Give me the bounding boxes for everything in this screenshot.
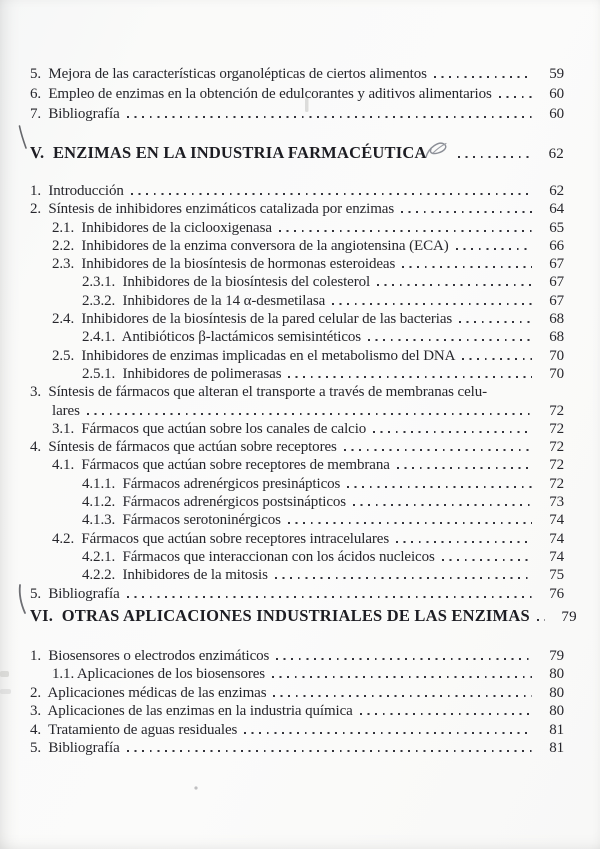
toc-entry [30,511,564,529]
page-number: 72 [549,402,564,419]
toc-entry-text: 4. Síntesis de fármacos que actúan sobre receptores [30,439,337,456]
dot-leader [275,577,532,579]
dot-leader [127,750,532,752]
toc-entry [30,237,564,255]
dot-leader [459,321,532,323]
toc-entry-text: 4. Tratamiento de aguas residuales [30,721,238,738]
toc-entry-text: 4.2.1. Fármacos que interaccionan con los ácidos nucleicos [82,548,435,565]
toc-entry [30,721,564,740]
dot-leader [127,116,532,118]
page-number: 79 [549,647,564,664]
dot-leader [276,658,532,660]
dot-leader [131,193,532,195]
dot-leader [273,695,532,697]
toc-entry [30,665,564,684]
dot-leader [456,248,532,250]
toc-entry-text: 2.3. Inhibidores de la biosíntesis de hormonas esteroideas [52,256,396,273]
toc-entry-text: lares [52,402,80,419]
page-number: 81 [549,740,564,757]
page-number: 68 [549,311,564,328]
toc-entry [30,84,564,104]
page-number: 74 [549,530,564,547]
dot-leader [279,230,532,232]
dot-leader [347,486,532,488]
toc-entry [30,255,564,273]
toc-entry-text: 1. Introducción [30,183,124,199]
dot-leader [288,522,532,524]
section-heading [30,605,577,627]
toc-entry-text: 1.1. Aplicaciones de los biosensores [52,666,266,683]
page-number: 65 [549,219,564,236]
toc-entry [30,200,564,218]
toc-entry-text: 2.4.1. Antibióticos β-lactámicos semisintéticos [82,329,362,346]
toc-entry-text: 5. Bibliografía [30,740,120,757]
toc-entry-text: 4.2. Fármacos que actúan sobre receptores intracelulares [52,530,390,547]
toc-entry [30,420,564,438]
toc-entry [30,402,564,420]
page-number: 67 [549,274,564,291]
toc-entry-text: 2.5.1. Inhibidores de polimerasas [82,365,282,382]
dot-leader [368,339,532,341]
toc-entry [30,566,564,584]
dot-leader [288,376,532,378]
dot-leader [402,266,532,268]
toc-entry-text: 4.1.2. Fármacos adrenérgicos postsinápticos [82,494,347,511]
toc-entry-text: 5. Bibliografía [30,585,120,602]
toc-entry-text: 2.2. Inhibidores de la enzima conversora de la angiotensina (ECA) [52,237,449,254]
page-number: 80 [549,703,564,720]
dot-leader [87,413,532,415]
toc-entry [30,548,564,566]
pen-scribble-icon [423,139,451,161]
toc-entry [30,493,564,511]
dot-leader [537,619,545,621]
toc-entry [30,456,564,474]
toc-entry [30,292,564,310]
dot-leader [499,96,532,98]
dot-leader [397,467,532,469]
toc-entry-text: 2.5. Inhibidores de enzimas implicadas en el metabolismo del DNA [52,347,456,364]
dot-leader [396,541,532,543]
page-number: 75 [549,567,564,584]
dot-leader [434,76,532,78]
dot-leader [272,676,532,678]
toc-entry [30,438,564,456]
toc-entry-text: 2. Aplicaciones médicas de las enzimas [30,684,267,701]
toc-section [30,136,564,603]
toc-entry [30,310,564,328]
page-number: 80 [549,666,564,683]
toc-entry [30,702,564,721]
toc-entry [30,64,564,84]
dot-leader [458,156,532,158]
page-number: 72 [549,439,564,456]
page-number: 79 [561,608,577,625]
page-number: 72 [549,420,564,437]
section-heading-text: VI. OTRAS APLICACIONES INDUSTRIALES DE LAS ENZIMAS [30,605,530,625]
page-number: 67 [549,256,564,273]
toc-entry-text: 5. Mejora de las características organolépticas de ciertos alimentos [30,66,427,82]
toc-entry-text: 2. Síntesis de inhibidores enzimáticos catalizada por enzimas [30,201,395,218]
page-number: 62 [548,146,564,162]
page-number: 60 [549,106,564,122]
toc-entry-text: 4.1. Fármacos que actúan sobre receptores de membrana [52,457,390,474]
page-number: 70 [549,347,564,364]
page-number: 67 [549,292,564,309]
page-number: 80 [549,684,564,701]
toc-entry-text: 2.3.2. Inhibidores de la 14 α-desmetilasa [82,292,326,309]
toc-entry-text: 2.3.1. Inhibidores de la biosíntesis del colesterol [82,274,371,291]
dot-leader [401,211,532,213]
toc-entry-text: 2.4. Inhibidores de la biosíntesis de la pared celular de las bacterias [52,311,453,328]
scan-speck [194,786,197,789]
toc-entry [30,365,564,383]
dot-leader [373,431,532,433]
toc-entry [30,347,564,365]
page-number: 62 [549,183,564,199]
dot-leader [462,358,532,360]
toc-entry [30,585,564,603]
toc-entry [30,684,564,703]
toc-entry [30,219,564,237]
toc-entry-text: 1. Biosensores o electrodos enzimáticos [30,647,270,664]
dot-leader [244,732,532,734]
toc-entry [30,328,564,346]
toc-section [30,605,577,758]
toc-entry [30,273,564,291]
section-heading [30,136,564,164]
page-number: 68 [549,329,564,346]
toc-entry [30,739,564,758]
toc-entry-text: 2.1. Inhibidores de la ciclooxigenasa [52,219,272,236]
page-number: 73 [549,494,564,511]
page-number: 60 [549,86,564,102]
toc-entry-text: 4.1.1. Fármacos adrenérgicos presinápticos [82,475,341,492]
dot-leader [127,596,532,598]
dot-leader [344,449,532,451]
page-number: 64 [549,201,564,218]
dot-leader [360,713,532,715]
dot-leader [332,303,532,305]
toc-entry-text: 3.1. Fármacos que actúan sobre los canales de calcio [52,420,367,437]
toc-entry [30,647,564,666]
toc-entry [30,530,564,548]
toc-entry [30,475,564,493]
toc-section [30,64,564,124]
page-number: 72 [549,457,564,474]
toc-entry-text: 3. Síntesis de fármacos que alteran el transporte a través de membranas celu- [30,384,488,401]
page-number: 72 [549,475,564,492]
toc-entry-text: 7. Bibliografía [30,106,120,122]
page-number: 81 [549,721,564,738]
page-number: 59 [549,66,564,82]
page-number: 74 [549,512,564,529]
page-number: 66 [549,237,564,254]
toc-entry-text: 3. Aplicaciones de las enzimas en la industria química [30,703,353,720]
toc-entry-text: 6. Empleo de enzimas en la obtención de edulcorantes y aditivos alimentarios [30,86,492,102]
dot-leader [377,284,532,286]
dot-leader [442,559,532,561]
toc-entry-text: 4.2.2. Inhibidores de la mitosis [82,567,268,584]
page-number: 76 [549,585,564,602]
dot-leader [353,504,532,506]
section-heading-text: V. ENZIMAS EN LA INDUSTRIA FARMACÉUTICA [30,143,427,162]
toc-entry [30,182,564,200]
page-number: 70 [549,365,564,382]
toc-entry-text: 4.1.3. Fármacos serotoninérgicos [82,512,281,529]
page-number: 74 [549,548,564,565]
toc-entry [30,104,564,124]
toc-entry [30,383,564,401]
